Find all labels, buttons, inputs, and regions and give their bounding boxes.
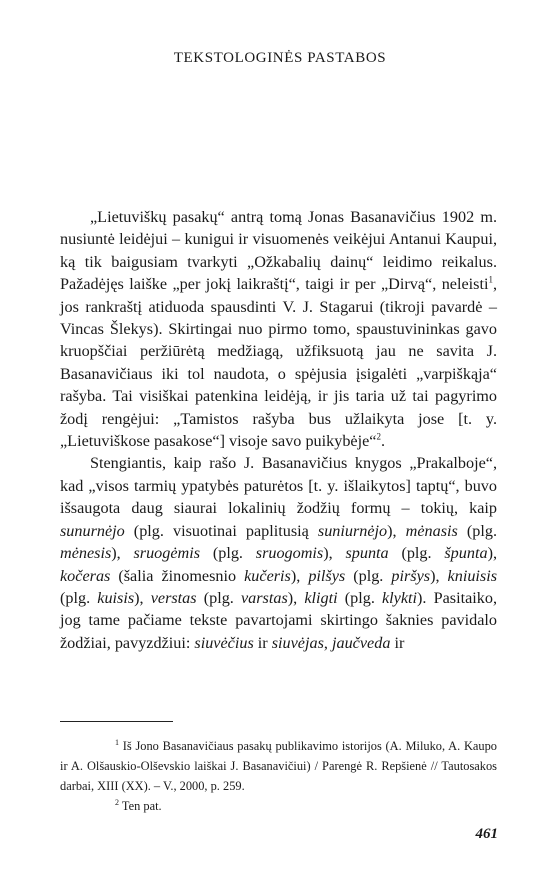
text-run: ), [430,566,448,585]
italic-word: kligti [304,588,338,607]
italic-word: verstas [150,588,197,607]
italic-word: sruogomis [255,544,324,563]
italic-word: siuvėjas [271,633,324,652]
footnote-ref-1: 1 [488,274,493,285]
footnotes [60,736,497,816]
italic-word: spunta [345,544,389,563]
text-run: ). Pasitaiko, jog tame pačiame tekste pavartojami skirtingo šaknies pavidalo žodžiai, pavyzdžiui: [60,588,498,652]
italic-word: pilšys [308,566,346,585]
italic-word: klykti [382,588,418,607]
text-run: (šalia žinomesnio [110,566,245,585]
text-run: (plg. [337,588,382,607]
text-run: (plg. [200,544,256,563]
text-run: „Lietuviškų pasakų“ antrą tomą Jonas Basanavičius 1902 m. nusiuntė leidėjui – kunigui ir visuomenės veikėjui Antanui Kaupui, ką tik baigusiam tvarkyti „Ožkabalių dainų“ leidimo reikalus. Pažadėjęs laiške „per jokį laikraštį“, taigi ir per „Dirvą“, neleisti [60,208,497,294]
paragraph-1 [60,206,497,452]
text-run: . [380,432,386,451]
italic-word: mėnesis [60,544,112,563]
footnote-text-1: Iš Jono Basanavičiaus pasakų publikavimo istorijos (A. Miluko, A. Kaupo ir A. Olšauskio-Olševskio laiškai J. Basanavičiui) / Parengė R. Repšienė // Tautosakos darbai, XIII (XX). – V., 2000, p. 259. [60,739,497,793]
text-run: (plg. [345,566,392,585]
italic-word: piršys [391,566,431,585]
italic-word: kniuisis [447,566,498,585]
running-head: TEKSTOLOGINĖS PASTABOS [173,50,387,66]
italic-word: varstas [240,588,288,607]
text-run: , jos rankraštį atiduoda spausdinti V. J. Stagarui (tikroji pavardė – Vincas Šlekys). Skirtingai nuo pirmo tomo, spaustuvininkas gavo kruopščiai peržiūrėtą medžiagą, užfiksuotą jau ne savita J. Basanavičiaus iki tol naudota, o spėjusia įsigalėti „varpiškąja“ rašyba. Tai visiškai patenkina leidėją, ir jis taria už tai pagyrimo žodį rengėjui: „Tamistos rašyba bus užlaikyta jose [t. y. „Lietuviškose pasakose“] visoje savo puikybėje“ [60,275,497,451]
footnote-text-2: Ten pat. [119,799,162,813]
text-run: ir [253,633,272,652]
text-run: ir [390,633,405,652]
text-run: ), [290,566,309,585]
text-run: (plg. visuotinai paplitusią [124,521,318,540]
italic-word: suniurnėjo [317,521,388,540]
text-run: ), [111,544,134,563]
text-run: ), [487,544,497,563]
italic-word: kučeris [244,566,291,585]
footnote-1 [60,736,497,796]
text-run: (plg. [388,544,445,563]
text-run: (plg. [457,521,497,540]
footnote-ref-2: 2 [376,431,381,442]
text-run: ), [387,521,406,540]
footnote-2 [60,796,497,816]
body-text [60,206,497,654]
text-run: ), [134,588,151,607]
text-run: , [323,633,332,652]
text-run: (plg. [60,588,98,607]
text-run: ), [323,544,346,563]
italic-word: sruogėmis [133,544,201,563]
text-run: ), [287,588,305,607]
footnote-separator [60,721,173,722]
paragraph-2 [60,452,497,654]
italic-word: špunta [444,544,488,563]
text-run: (plg. [196,588,241,607]
italic-word: kočeras [60,566,111,585]
italic-word: sunurnėjo [60,521,125,540]
italic-word: siuvėčius [194,633,254,652]
page-number: 461 [475,826,498,842]
text-run: Stengiantis, kaip rašo J. Basanavičius knygos „Prakalboje“, kad „visos tarmių ypatybės paturėtos [t. y. išlaikytos] taptų“, buvo išsaugota daug siaurai lokalinių žodžių formų – tokių, kaip [60,454,497,518]
footnote-mark-1: 1 [115,737,119,747]
italic-word: mėnasis [405,521,458,540]
footnote-mark-2: 2 [115,797,119,807]
italic-word: jaučveda [331,633,391,652]
italic-word: kuisis [97,588,135,607]
